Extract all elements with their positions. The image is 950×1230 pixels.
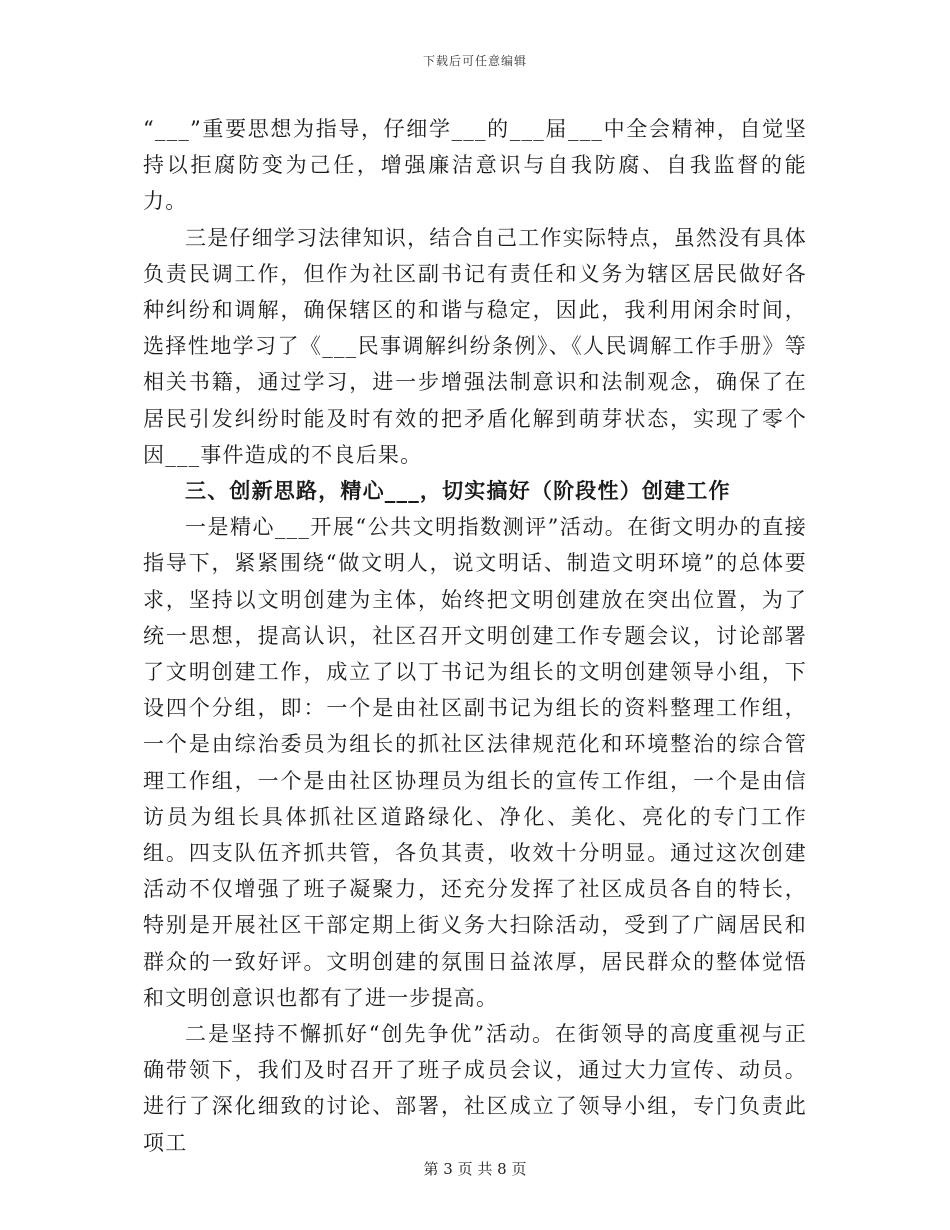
page-header-note: 下载后可任意编辑: [422, 54, 527, 68]
page-footer-number: 第 3 页 共 8 页: [423, 1160, 527, 1178]
paragraph-3: 一是精心___开展“公共文明指数测评”活动。在街文明办的直接指导下，紧紧围绕“做文明人，说文明话、制造文明环境”的总体要求，坚持以文明创建为主体，始终把文明创建放在突出位置，为了统一思想，提高认识，社区召开文明创建工作专题会议，讨论部署了文明创建工作，成立了以丁书记为组长的文明创建领导小组，下设四个分组，即：一个是由社区副书记为组长的资料整理工作组，一个是由综治委员为组长的抓社区法律规范化和环境整治的综合管理工作组，一个是由社区协理员为组长的宣传工作组，一个是由信访员为组长具体抓社区道路绿化、净化、美化、亮化的专门工作组。四支队伍齐抓共管，各负其责，收效十分明显。通过这次创建活动不仅增强了班子凝聚力，还充分发挥了社区成员各自的特长，特别是开展社区干部定期上街义务大扫除活动，受到了广阔居民和群众的一致好评。文明创建的氛围日益浓厚，居民群众的整体觉悟和文明创意识也都有了进一步提高。: [143, 515, 807, 1010]
paragraph-1: “___”重要思想为指导，仔细学___的___届___中全会精神，自觉坚持以拒腐防变为己任，增强廉洁意识与自我防腐、自我监督的能力。: [143, 117, 807, 214]
document-body: [143, 111, 807, 1161]
section-heading-3: 三、创新思路，精心___，切实搞好（阶段性）创建工作: [185, 478, 731, 504]
paragraph-4: 二是坚持不懈抓好“创先争优”活动。在街领导的高度重视与正确带领下，我们及时召开了班子成员会议，通过大力宣传、动员。进行了深化细致的讨论、部署，社区成立了领导小组，专门负责此项工: [143, 1022, 807, 1155]
paragraph-2: 三是仔细学习法律知识，结合自己工作实际特点，虽然没有具体负责民调工作，但作为社区副书记有责任和义务为辖区居民做好各种纠纷和调解，确保辖区的和谐与稳定，因此，我利用闲余时间，选择性地学习了《___民事调解纠纷条例》、《人民调解工作手册》等相关书籍，通过学习，进一步增强法制意识和法制观念，确保了在居民引发纠纷时能及时有效的把矛盾化解到萌芽状态，实现了零个因___事件造成的不良后果。: [143, 225, 807, 467]
